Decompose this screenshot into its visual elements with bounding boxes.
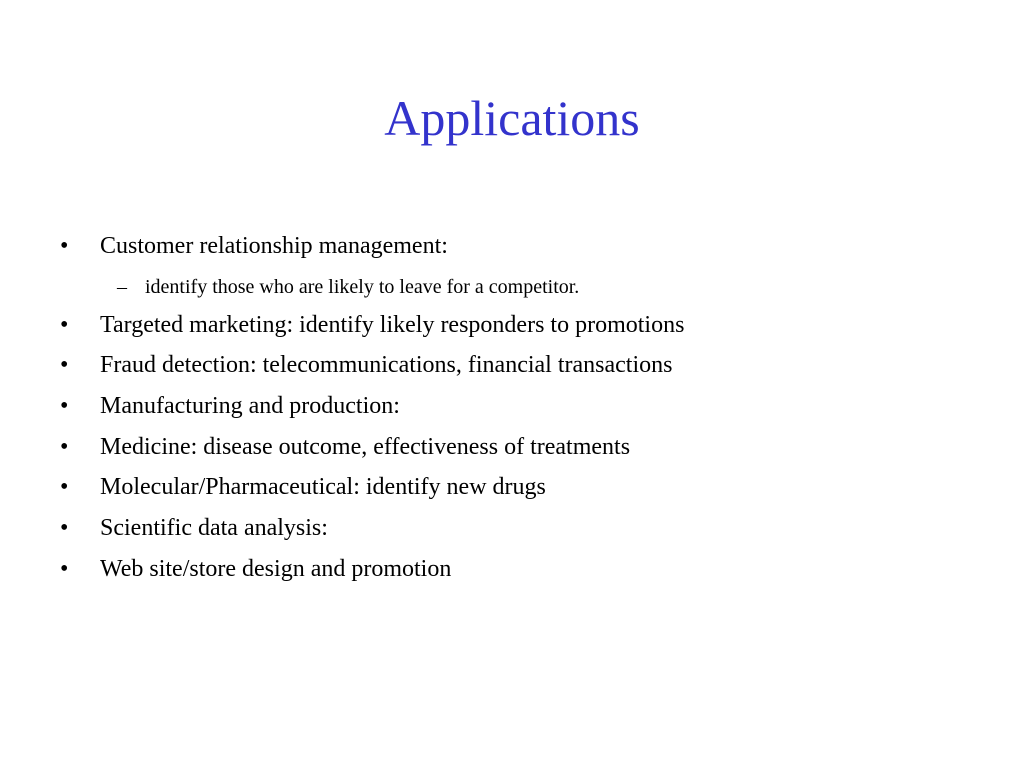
sub-bullet-marker: – [117,275,127,298]
bullet-item [0,510,1024,551]
bullet-item [0,307,1024,348]
bullet-text: Scientific data analysis: [100,515,328,542]
bullet-item [0,228,1024,269]
slide-title: Applications [384,90,640,146]
bullet-item [0,347,1024,388]
bullet-text: Medicine: disease outcome, effectiveness of treatments [100,433,631,460]
bullet-text: Targeted marketing: identify likely responders to promotions [100,311,685,338]
bullet-item [0,551,1024,592]
sub-bullet-text: identify those who are likely to leave for a competitor. [145,275,580,298]
bullet-marker: • [60,474,69,501]
bullet-item [0,469,1024,510]
bullet-marker: • [60,433,69,460]
bullet-marker: • [60,393,69,420]
bullet-item [0,429,1024,470]
bullet-text: Customer relationship management: [100,233,448,259]
bullet-marker: • [60,555,69,582]
bullet-marker: • [60,311,69,338]
bullet-text: Molecular/Pharmaceutical: identify new drugs [100,474,546,501]
bullet-marker: • [60,233,69,259]
bullet-text: Web site/store design and promotion [100,555,452,582]
sub-bullet-item [0,269,1024,307]
bullet-text: Fraud detection: telecommunications, financial transactions [100,352,673,379]
bullet-list [0,228,1024,592]
bullet-text: Manufacturing and production: [100,393,400,420]
bullet-marker: • [60,515,69,542]
bullet-item [0,388,1024,429]
bullet-marker: • [60,352,69,379]
